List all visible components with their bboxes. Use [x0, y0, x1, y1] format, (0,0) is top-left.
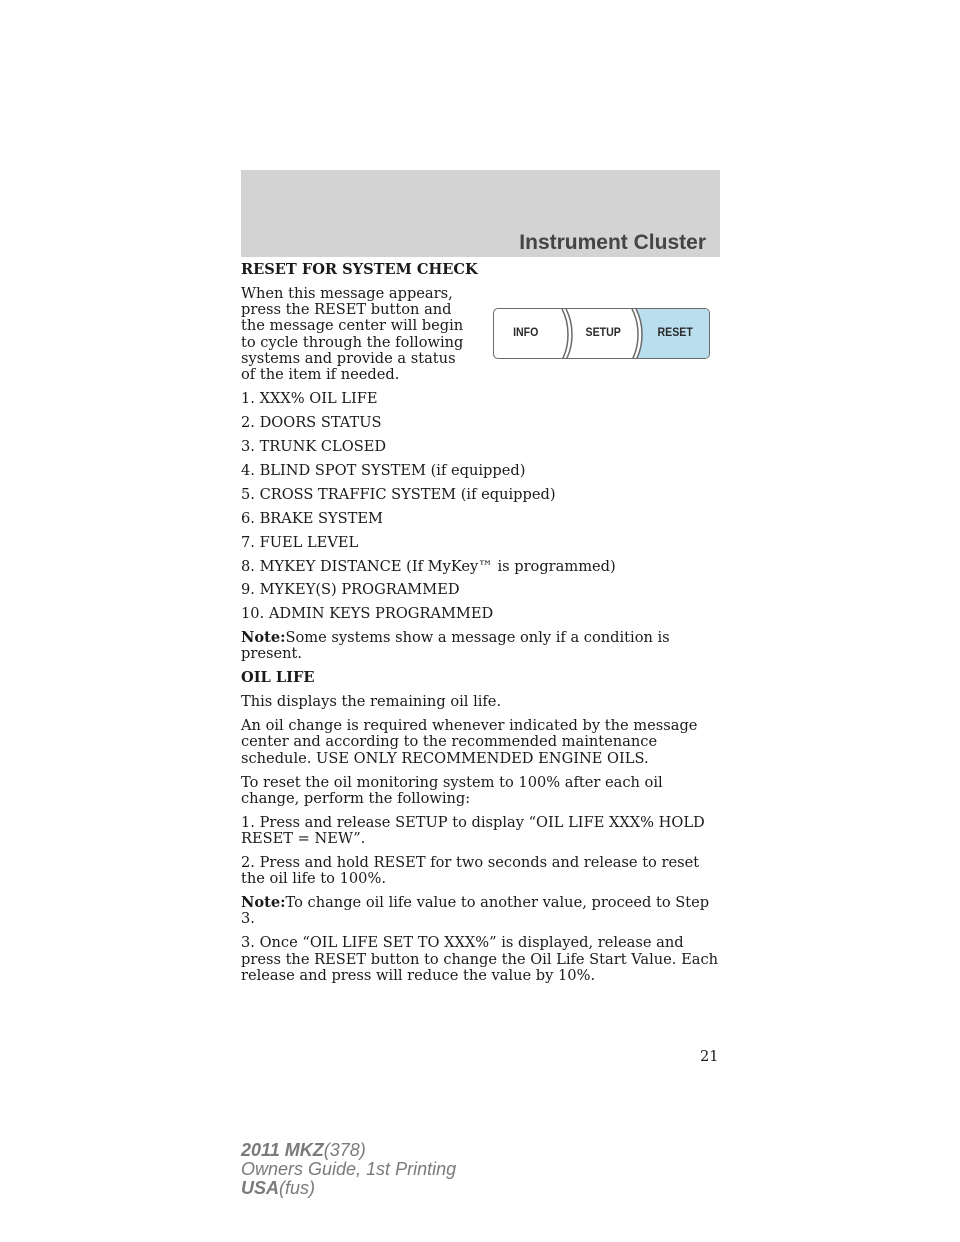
- paragraph: This displays the remaining oil life.: [241, 693, 502, 711]
- footer-market-code: (fus): [279, 1178, 316, 1198]
- reset-button-label[interactable]: RESET: [657, 327, 693, 339]
- section-header-band: [241, 170, 720, 257]
- paragraph: An oil change is required whenever indicated by the message center and according to the recommended maintenance schedule. USE ONLY RECOMMENDED ENGINE OILS.: [241, 717, 698, 767]
- page-content: [241, 262, 723, 992]
- note-label: Note:: [241, 894, 286, 912]
- list-item: 4. BLIND SPOT SYSTEM (if equipped): [241, 461, 526, 479]
- list-item: 3. TRUNK CLOSED: [241, 438, 387, 456]
- note-text: Some systems show a message only if a condition is present.: [241, 629, 670, 663]
- note-1: [241, 630, 723, 663]
- footer-code: (378): [323, 1140, 366, 1160]
- footer-market: USA: [241, 1178, 280, 1198]
- step-2: 2. Press and hold RESET for two seconds and release to reset the oil life to 100%.: [241, 854, 700, 888]
- heading-oil-life: OIL LIFE: [241, 669, 315, 687]
- note-2: [241, 895, 723, 928]
- list-item: 5. CROSS TRAFFIC SYSTEM (if equipped): [241, 485, 556, 503]
- setup-button-label[interactable]: SETUP: [585, 327, 621, 339]
- footer-model: 2011 MKZ: [241, 1140, 324, 1160]
- intro-paragraph: When this message appears, press the RESET button and the message center will begin to cycle through the following systems and provide a status of the item if needed.: [241, 284, 464, 384]
- list-item: 10. ADMIN KEYS PROGRAMMED: [241, 605, 494, 623]
- list-item: 1. XXX% OIL LIFE: [241, 390, 378, 408]
- page-number: 21: [700, 1048, 719, 1065]
- info-button-label[interactable]: INFO: [513, 327, 539, 339]
- list-item: 2. DOORS STATUS: [241, 414, 382, 432]
- section-title: Instrument Cluster: [519, 231, 706, 254]
- list-item: 6. BRAKE SYSTEM: [241, 509, 383, 527]
- list-item: 7. FUEL LEVEL: [241, 533, 359, 551]
- heading-reset-system-check: RESET FOR SYSTEM CHECK: [241, 261, 478, 278]
- step-3: 3. Once “OIL LIFE SET TO XXX%” is displayed, release and press the RESET button to change the Oil Life Start Value. Each release and press will reduce the value by 10%.: [241, 934, 719, 984]
- paragraph: To reset the oil monitoring system to 100% after each oil change, perform the following:: [241, 773, 663, 807]
- footer-edition: Owners Guide, 1st Printing: [241, 1159, 457, 1179]
- note-label: Note:: [241, 629, 286, 647]
- footer-print-info: [241, 1141, 456, 1198]
- list-item: 9. MYKEY(S) PROGRAMMED: [241, 581, 460, 599]
- note-text: To change oil life value to another value, proceed to Step 3.: [241, 894, 710, 928]
- list-item: 8. MYKEY DISTANCE (If MyKey™ is programmed): [241, 557, 616, 575]
- step-1: 1. Press and release SETUP to display “OIL LIFE XXX% HOLD RESET = NEW”.: [241, 813, 705, 848]
